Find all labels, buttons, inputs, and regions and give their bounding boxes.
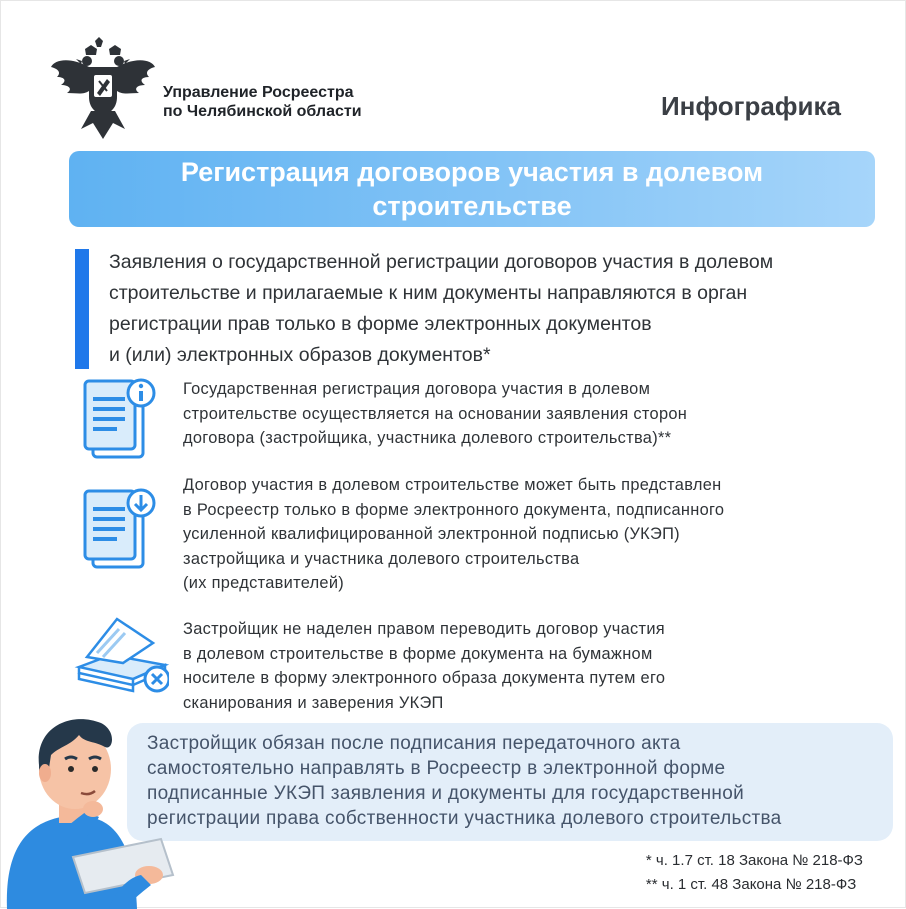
lead-line: строительстве и прилагаемые к ним документы направляются в орган (109, 282, 748, 304)
item-line: усиленной квалифицированной электронной подписью (УКЭП) (183, 525, 680, 543)
organization-name (163, 83, 362, 121)
item-line: в Росреестр только в форме электронного документа, подписанного (183, 500, 725, 519)
item-line: сканирования и заверения УКЭП (183, 693, 444, 712)
document-info-icon (73, 377, 169, 473)
double-headed-eagle-emblem-icon (49, 37, 157, 141)
infographic-label: Инфографика (660, 91, 841, 121)
item-line: договора (застройщика, участника долевого строительства)** (183, 429, 672, 447)
item-line: в долевом строительстве в форме документа на бумажном (183, 644, 653, 663)
callout-line: регистрации права собственности участника долевого строительства (147, 808, 782, 829)
org-name-line1: Управление Росреестра (163, 84, 354, 101)
thinking-person-illustration-icon (1, 707, 191, 909)
item-line: застройщика и участника долевого строительства (183, 549, 580, 568)
footnote-2: ** ч. 1 ст. 48 Закона № 218-ФЗ (645, 876, 857, 893)
lead-line: Заявления о государственной регистрации договоров участия в долевом (109, 251, 774, 273)
lead-text (109, 247, 885, 371)
lead-line: регистрации прав только в форме электронных документов (109, 313, 652, 335)
callout-text (147, 731, 782, 831)
item-line: носителе в форму электронного образа документа путем его (183, 669, 666, 687)
callout-box (127, 723, 893, 841)
info-item-text (183, 617, 665, 715)
item-line: Договор участия в долевом строительстве может быть представлен (183, 476, 722, 494)
callout-line: Застройщик обязан после подписания передаточного акта (147, 733, 681, 754)
banner-title: Регистрация договоров участия в долевом строительстве (180, 157, 764, 221)
paper-stack-cross-icon (73, 617, 169, 713)
title-banner (69, 151, 875, 227)
info-item-text (183, 473, 724, 596)
item-line: Государственная регистрация договора участия в долевом (183, 380, 651, 398)
lead-line: и (или) электронных образов документов* (109, 344, 491, 366)
org-name-line2: по Челябинской области (163, 103, 362, 120)
footnote-1: * ч. 1.7 ст. 18 Закона № 218-ФЗ (645, 852, 863, 869)
accent-bar (75, 249, 89, 369)
footnotes (646, 849, 863, 897)
callout-line: подписанные УКЭП заявления и документы для государственной (147, 783, 745, 804)
item-line: Застройщик не наделен правом переводить договор участия (183, 620, 665, 638)
item-line: строительстве осуществляется на основании заявления сторон (183, 404, 688, 423)
info-item-text (183, 377, 687, 451)
item-line: (их представителей) (183, 574, 345, 592)
document-download-icon (73, 487, 169, 583)
callout-line: самостоятельно направлять в Росреестр в электронной форме (147, 758, 726, 779)
